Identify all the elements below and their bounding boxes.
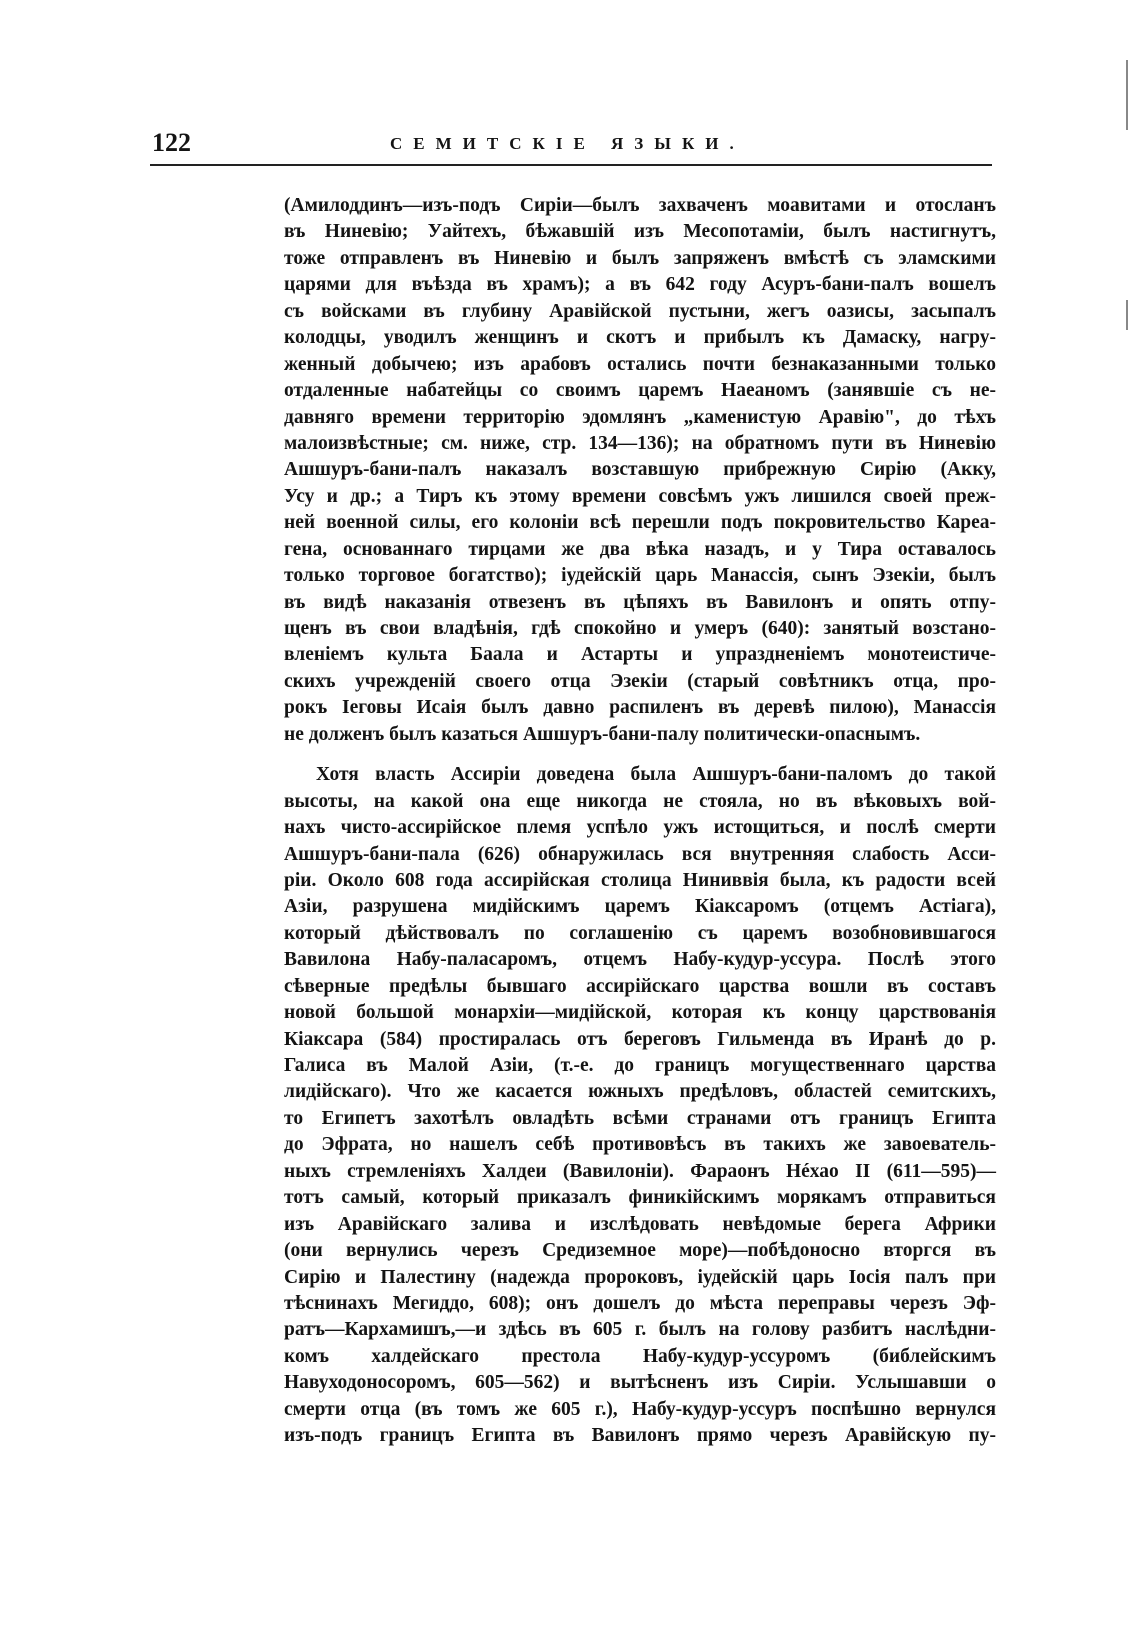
text-line: смерти отца (въ томъ же 605 г.), Набу-кудур-уссуръ поспѣшно вернулся xyxy=(284,1398,996,1420)
text-line: щенъ въ свои владѣнія, гдѣ спокойно и умеръ (640): занятый возстано- xyxy=(284,618,996,639)
page-number: 122 xyxy=(152,128,191,157)
text-line: не долженъ былъ казаться Ашшуръ-бани-палу политически-опаснымъ. xyxy=(284,723,921,745)
text-line: до Эфрата, но нашелъ себѣ противовѣсъ въ такихъ же завоеватель- xyxy=(284,1134,996,1156)
text-line: ныхъ стремленіяхъ Халдеи (Вавилоніи). Фараонъ Нéхао II (611—595)— xyxy=(284,1160,996,1182)
text-line: то Египетъ захотѣлъ овладѣть всѣми странами отъ границъ Египта xyxy=(284,1107,996,1129)
text-line: давняго времени территорію эдомлянъ „каменистую Аравію", до тѣхъ xyxy=(284,406,996,428)
paragraph-2 xyxy=(284,762,996,1449)
scan-edge-mark xyxy=(1126,300,1128,330)
text-line: Навуходоносоромъ, 605—562) и вытѣсненъ изъ Сиріи. Услышавши о xyxy=(284,1372,996,1394)
header-rule xyxy=(150,164,992,166)
running-title: СЕМИТСКІЕ ЯЗЫКИ. xyxy=(390,134,745,153)
text-line: ріи. Около 608 года ассирійская столица Ниниввія была, къ радости всей xyxy=(284,869,996,891)
text-line: вленіемъ культа Баала и Астарты и упраздненіемъ монотеистиче- xyxy=(284,644,996,666)
text-line: нахъ чисто-ассирійское племя успѣло ужъ истощиться, и послѣ смерти xyxy=(284,817,996,839)
text-line: съ войсками въ глубину Аравійской пустыни, жегъ оазисы, засыпалъ xyxy=(284,300,996,322)
text-line: изъ-подъ границъ Египта въ Вавилонъ прямо черезъ Аравійскую пу- xyxy=(284,1425,996,1447)
text-line: Хотя власть Ассиріи доведена была Ашшуръ-бани-паломъ до такой xyxy=(316,764,996,786)
text-line: Азіи, разрушена мидійскимъ царемъ Кіаксаромъ (отцемъ Астіага), xyxy=(284,896,996,918)
page-header xyxy=(150,128,992,166)
text-line: скихъ учрежденій своего отца Эзекіи (старый совѣтникъ отца, про- xyxy=(284,670,996,692)
text-line: гена, основаннаго тирцами же два вѣка назадъ, и у Тира оставалось xyxy=(284,538,996,560)
body-text xyxy=(284,193,996,1450)
text-line: ней военной силы, его колоніи всѣ перешли подъ покровительство Кареа- xyxy=(284,512,996,534)
text-line: царями для въѣзда въ храмъ); а въ 642 году Асуръ-бани-палъ вошелъ xyxy=(284,274,996,296)
text-line: который дѣйствовалъ по соглашенію съ царемъ возобновившагося xyxy=(284,922,996,944)
text-line: ратъ—Кархамишъ,—и здѣсь въ 605 г. былъ на голову разбитъ наслѣдни- xyxy=(284,1319,996,1341)
text-line: Вавилона Набу-паласаромъ, отцемъ Набу-кудур-уссура. Послѣ этого xyxy=(284,949,996,971)
text-line: тоже отправленъ въ Ниневію и былъ запряженъ вмѣстѣ съ эламскими xyxy=(284,247,996,269)
text-line: Ашшуръ-бани-палъ наказалъ возставшую прибрежную Сирію (Акку, xyxy=(284,459,996,481)
text-line: рокъ Іеговы Исаія былъ давно распиленъ въ деревѣ пилою), Манассія xyxy=(284,697,996,719)
text-line: (Амилоддинъ—изъ-подъ Сиріи—былъ захваченъ моавитами и отосланъ xyxy=(284,195,996,216)
text-line: колодцы, уводилъ женщинъ и скотъ и прибылъ къ Дамаску, нагру- xyxy=(284,327,996,349)
text-line: тотъ самый, который приказалъ финикійскимъ морякамъ отправиться xyxy=(284,1187,996,1209)
text-line: въ Ниневію; Уайтехъ, бѣжавшій изъ Месопотаміи, былъ настигнутъ, xyxy=(284,221,996,243)
text-line: Сирію и Палестину (надежда пророковъ, іудейскій царь Іосія палъ при xyxy=(284,1266,996,1288)
text-line: въ видѣ наказанія отвезенъ въ цѣпяхъ въ Вавилонъ и опять отпу- xyxy=(284,591,996,613)
text-line: отдаленные набатейцы со своимъ царемъ Наеаномъ (занявшіе съ не- xyxy=(284,380,996,402)
text-line: Галиса въ Малой Азіи, (т.-е. до границъ могущественнаго царства xyxy=(284,1055,996,1076)
text-line: лидійскаго). Что же касается южныхъ предѣловъ, областей семитскихъ, xyxy=(284,1081,996,1103)
paragraph-1 xyxy=(284,193,996,748)
text-line: изъ Аравійскаго залива и изслѣдовать невѣдомые берега Африки xyxy=(284,1213,996,1235)
text-line: малоизвѣстные; см. ниже, стр. 134—136); на обратномъ пути въ Ниневію xyxy=(284,432,996,454)
text-line: тѣснинахъ Мегиддо, 608); онъ дошелъ до мѣста переправы черезъ Эф- xyxy=(284,1292,996,1314)
text-line: Усу и др.; а Тиръ къ этому времени совсѣмъ ужъ лишился своей преж- xyxy=(284,485,996,507)
text-line: комъ халдейскаго престола Набу-кудур-уссуромъ (библейскимъ xyxy=(284,1345,996,1367)
scan-edge-mark xyxy=(1126,60,1128,130)
text-line: Ашшуръ-бани-пала (626) обнаружилась вся внутренняя слабость Асси- xyxy=(284,843,996,865)
text-line: Кіаксара (584) простиралась отъ береговъ Гильменда въ Иранѣ до р. xyxy=(284,1028,996,1050)
text-line: новой большой монархіи—мидійской, которая къ концу царствованія xyxy=(284,1002,996,1024)
text-line: сѣверные предѣлы бывшаго ассирійскаго царства вошли въ составъ xyxy=(284,975,996,997)
text-line: женный добычею; изъ арабовъ остались почти безнаказанными только xyxy=(284,353,996,375)
text-line: (они вернулись черезъ Средиземное море)—побѣдоносно вторгся въ xyxy=(284,1240,996,1262)
text-line: высоты, на какой она еще никогда не стояла, но въ вѣковыхъ вой- xyxy=(284,790,996,812)
text-line: только торговое богатство); іудейскій царь Манассія, сынъ Эзекіи, былъ xyxy=(284,565,996,587)
